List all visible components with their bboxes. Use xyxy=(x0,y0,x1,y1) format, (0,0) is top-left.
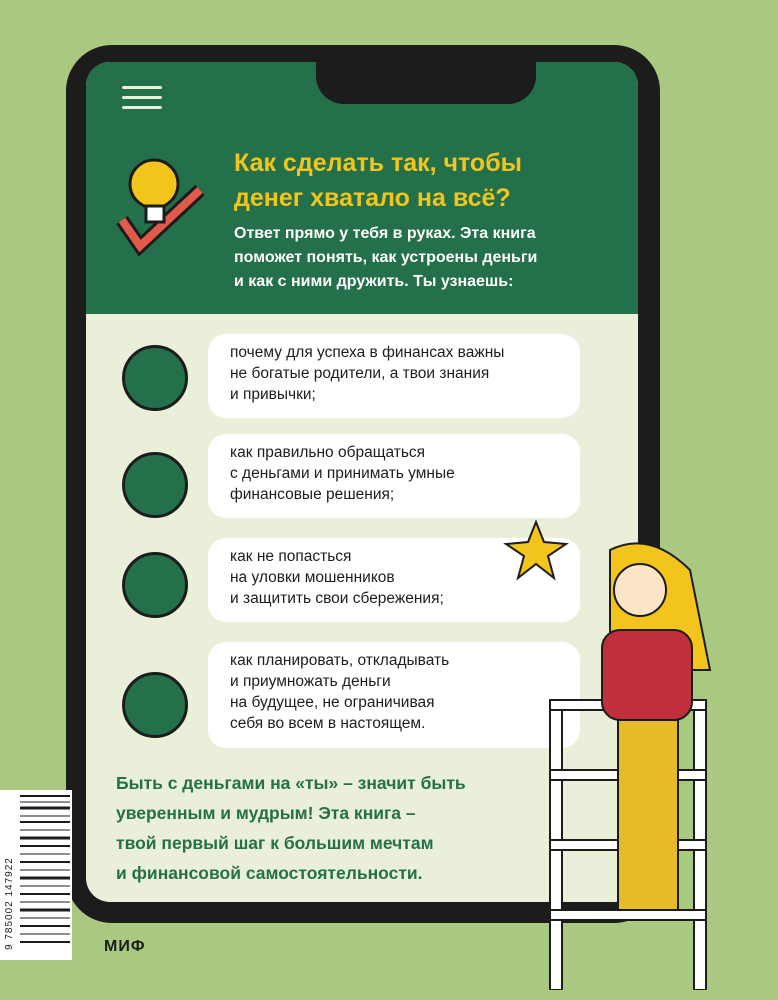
title-line: денег хватало на всё? xyxy=(234,184,511,212)
bubble-line: почему для успеха в финансах важны xyxy=(230,344,505,361)
outro-line: твой первый шаг к большим мечтам xyxy=(116,833,434,853)
outro-line: и финансовой самостоятельности. xyxy=(116,863,423,883)
bubble-line: себя во всем в настоящем. xyxy=(230,715,426,732)
intro-line: поможет понять, как устроены деньги xyxy=(234,249,538,266)
girl-on-ladder-illustration xyxy=(490,470,770,990)
isbn-number: 9 785002 147922 xyxy=(4,857,15,950)
title-line: Как сделать так, чтобы xyxy=(234,149,522,177)
lightbulb-check-icon xyxy=(114,150,204,260)
bubble-line: и защитить свои сбережения; xyxy=(230,590,444,607)
bubble-line: не богатые родители, а твои знания xyxy=(230,365,490,382)
bubble-line: с деньгами и принимать умные xyxy=(230,465,455,482)
bubble-line: и привычки; xyxy=(230,386,316,403)
page-title xyxy=(234,146,614,216)
bubble-line: финансовые решения; xyxy=(230,486,395,503)
bubble-line: как планировать, откладывать xyxy=(230,652,450,669)
bubble-line: на будущее, не ограничивая xyxy=(230,694,435,711)
menu-icon[interactable] xyxy=(122,86,162,110)
publisher-logo: МИФ xyxy=(104,938,146,955)
bubble-line: на уловки мошенников xyxy=(230,569,395,586)
intro-text xyxy=(234,222,614,294)
bubble-line: и приумножать деньги xyxy=(230,673,391,690)
avatar xyxy=(122,452,188,518)
intro-line: и как с ними дружить. Ты узнаешь: xyxy=(234,273,514,290)
avatar xyxy=(122,552,188,618)
bubble-line: как не попасться xyxy=(230,548,352,565)
intro-line: Ответ прямо у тебя в руках. Эта книга xyxy=(234,225,536,242)
bubble-line: как правильно обращаться xyxy=(230,444,426,461)
chat-bubble xyxy=(208,334,580,418)
outro-line: Быть с деньгами на «ты» – значит быть xyxy=(116,773,466,793)
outro-line: уверенным и мудрым! Эта книга – xyxy=(116,803,416,823)
avatar xyxy=(122,672,188,738)
phone-notch xyxy=(316,62,536,104)
avatar xyxy=(122,345,188,411)
